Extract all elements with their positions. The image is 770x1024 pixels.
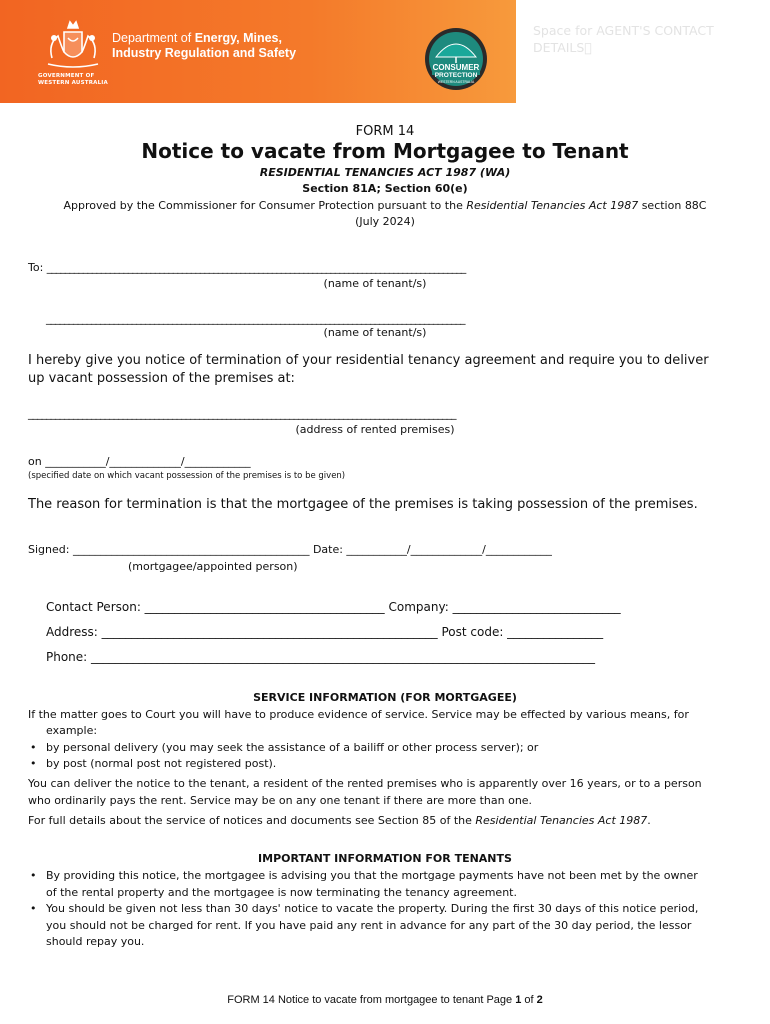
footer-text: FORM 14 Notice to vacate from mortgagee to tenant Page: [227, 994, 516, 1006]
cp-logo-text2: PROTECTION: [434, 72, 478, 79]
vacate-date-field[interactable]: on ___________/_____________/____________: [28, 455, 251, 468]
sections: Section 81A; Section 60(e): [302, 182, 468, 195]
address-postcode-field[interactable]: Address: ________________________________________________________ Post code: ________________: [46, 625, 604, 639]
service-deliver-2: who ordinarily pays the rent. Service may be on any one tenant if there are more than one.: [28, 794, 533, 807]
form-number: FORM 14: [355, 124, 415, 139]
tenant-bullet-1-line2: of the rental property and the mortgagee is now terminating the tenancy agreement.: [46, 885, 517, 899]
tenant-bullet-2-line2: you should not be charged for rent. If you have paid any rent in advance for any part of the 30 day period, the lessor: [46, 918, 692, 932]
tenant-bullet: [28, 868, 698, 901]
service-bullet: • by post (normal post not registered post).: [28, 756, 538, 772]
vacate-date-caption: (specified date on which vacant possession of the premises is to be given): [28, 471, 346, 481]
page-footer: [0, 994, 770, 1006]
wa-coat-of-arms-icon: [40, 18, 106, 72]
tenants-heading: IMPORTANT INFORMATION FOR TENANTS: [258, 852, 512, 865]
bullet-dot: •: [30, 869, 37, 882]
to-field[interactable]: [28, 261, 465, 274]
agent-contact-box[interactable]: [516, 0, 770, 103]
form-date: (July 2024): [355, 215, 415, 228]
agent-contact-placeholder: Space for AGENT'S CONTACT DETAILS : [533, 23, 714, 55]
phone-field[interactable]: Phone: ____________________________________________________________________________________: [46, 650, 596, 664]
crest-caption-line1: GOVERNMENT OF: [38, 73, 95, 79]
service-bullet: • by personal delivery (you may seek the assistance of a bailiff or other process server); or: [28, 740, 538, 756]
to-line-2[interactable]: _____________________________________________________________________________________________: [46, 312, 465, 325]
approved-prefix: Approved by the Commissioner for Consumer Protection pursuant to the: [63, 199, 467, 212]
contact-person-field[interactable]: Contact Person: ________________________________________ Company: ____________________________: [46, 600, 621, 614]
service-bullets: [28, 740, 538, 772]
signed-field[interactable]: Signed: ___________________________________________ Date: ___________/_____________/____________: [28, 543, 552, 556]
service-intro-2: example:: [46, 724, 98, 737]
cp-logo-subtext: WESTERN AUSTRALIA: [437, 80, 475, 84]
signed-caption: (mortgagee/appointed person): [128, 560, 298, 573]
details-prefix: For full details about the service of notices and documents see Section 85 of the: [28, 814, 476, 827]
tenant-caption: (name of tenant/s): [323, 277, 427, 290]
service-intro: If the matter goes to Court you will have to produce evidence of service. Service may be effected by various means, for: [28, 708, 689, 721]
service-heading: SERVICE INFORMATION (FOR MORTGAGEE): [253, 691, 517, 704]
service-deliver: You can deliver the notice to the tenant, a resident of the rented premises who is apparently over 16 years, or to a person: [28, 777, 702, 790]
address-caption: (address of rented premises): [295, 423, 455, 436]
reason-text: The reason for termination is that the mortgagee of the premises is taking possession of the premises.: [28, 497, 698, 512]
dept-line2: Industry Regulation and Safety: [112, 46, 297, 60]
footer-of: of: [521, 994, 537, 1006]
to-line[interactable]: _____________________________________________________________________________________________: [46, 261, 466, 274]
crest-caption: [38, 73, 108, 86]
details-suffix: .: [647, 814, 651, 827]
dept-line1-bold: Energy, Mines,: [194, 31, 282, 45]
footer-total: 2: [536, 994, 543, 1006]
header-banner: [0, 0, 516, 103]
details-act: Residential Tenancies Act 1987: [475, 814, 648, 827]
bullet-dot: •: [30, 902, 37, 915]
tenant-caption-2: (name of tenant/s): [323, 326, 427, 339]
crest-caption-line2: WESTERN AUSTRALIA: [38, 79, 109, 86]
cp-logo-text: CONSUMER: [432, 63, 480, 72]
tenant-bullet-2-line1: You should be given not less than 30 days' notice to vacate the property. During the first 30 days of this notice period,: [46, 902, 699, 915]
department-name: [112, 31, 296, 61]
form-title: Notice to vacate from Mortgagee to Tenant: [141, 139, 629, 163]
address-line[interactable]: _______________________________________________________________________________________________: [28, 407, 456, 420]
tenants-bullets: [28, 868, 698, 951]
act-name: RESIDENTIAL TENANCIES ACT 1987 (WA): [259, 166, 511, 179]
approved-act: Residential Tenancies Act 1987: [466, 199, 639, 212]
consumer-protection-logo-icon: [424, 27, 488, 91]
footer-page: 1: [515, 994, 522, 1006]
tenant-bullet: [28, 901, 698, 951]
service-details: [28, 814, 651, 827]
tenant-bullet-2-line3: should repay you.: [46, 935, 145, 948]
approved-statement: [0, 199, 770, 212]
approved-suffix: section 88C: [638, 199, 707, 212]
tenant-bullet-1-line1: By providing this notice, the mortgagee is advising you that the mortgage payments have not been met by the owner: [46, 869, 698, 882]
to-label: To:: [28, 261, 47, 274]
dept-line1-prefix: Department of: [112, 31, 195, 45]
notice-text: I hereby give you notice of termination of your residential tenancy agreement and require you to deliver up vacant possession of the premises at:: [28, 353, 709, 386]
